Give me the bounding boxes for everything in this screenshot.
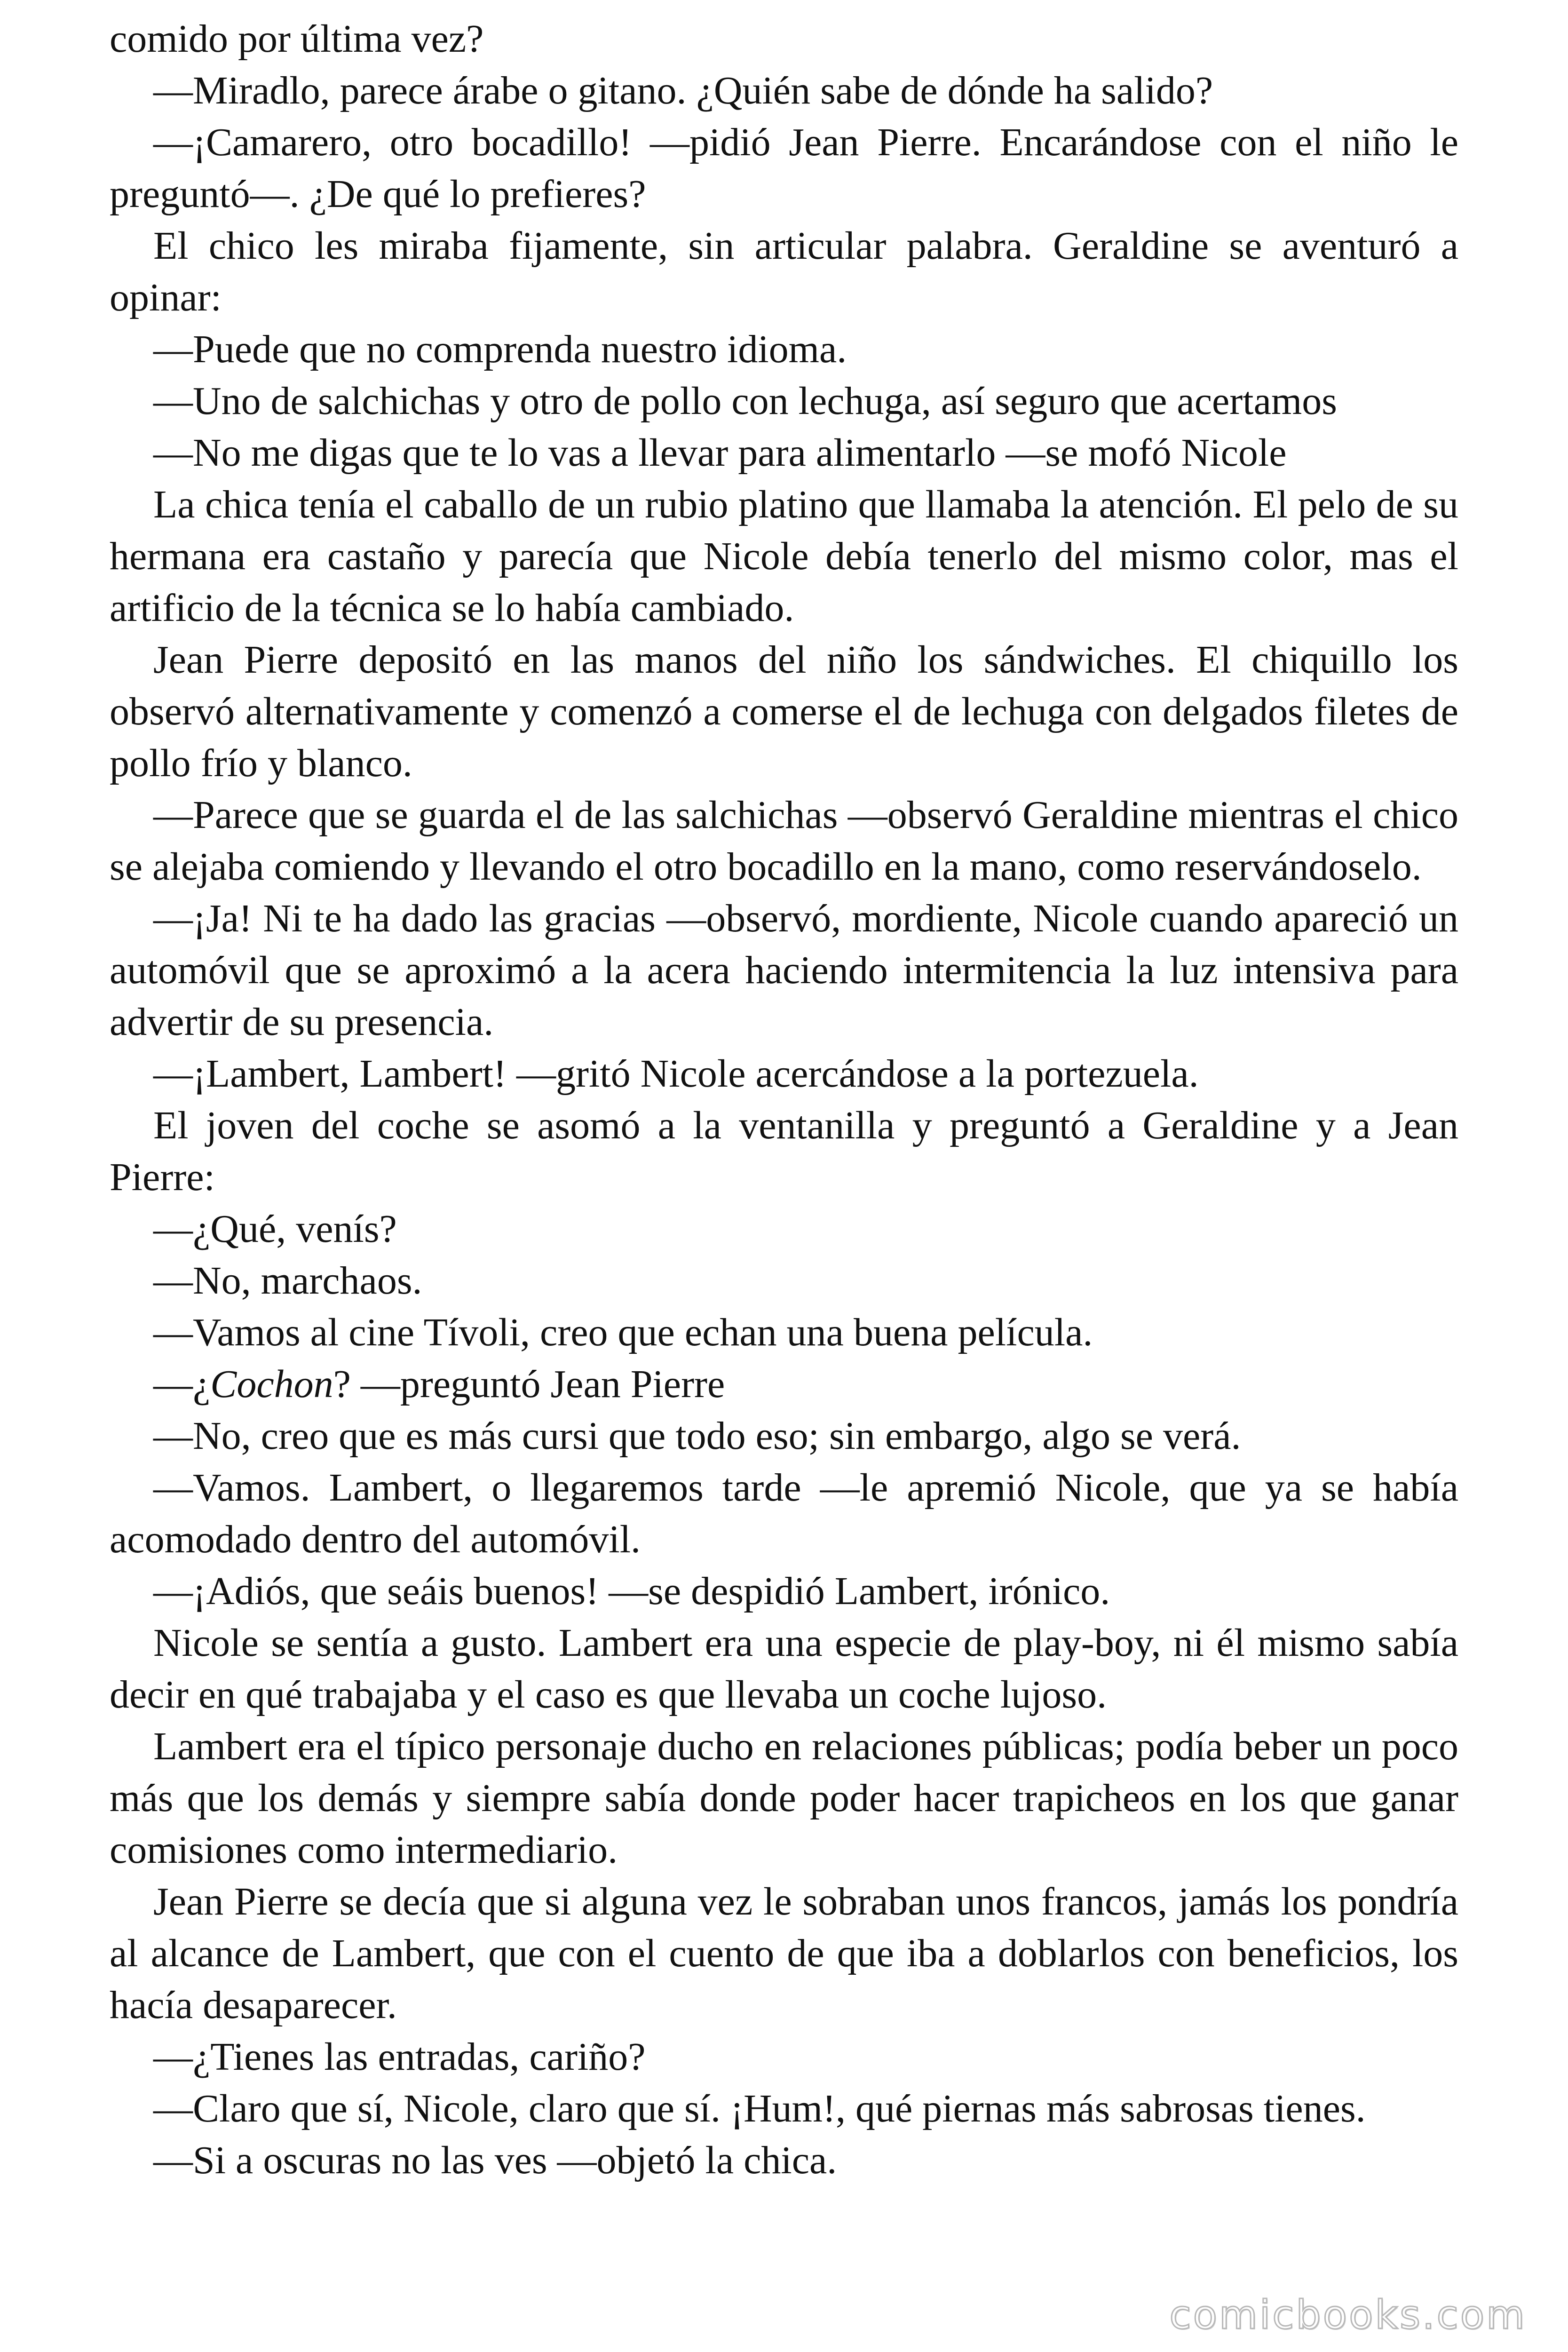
paragraph: —¡Ja! Ni te ha dado las gracias —observó, mordiente, Nicole cuando apareció un automóvil que se aproximó a la acera haciendo intermitencia la luz intensiva para advertir de su presencia. xyxy=(110,897,1458,1044)
paragraph: —¡Lambert, Lambert! —gritó Nicole acercándose a la portezuela. xyxy=(153,1052,1199,1096)
paragraph: —¿Tienes las entradas, cariño? xyxy=(153,2035,646,2079)
paragraph: —Miradlo, parece árabe o gitano. ¿Quién sabe de dónde ha salido? xyxy=(153,69,1213,112)
paragraph: El chico les miraba fijamente, sin articular palabra. Geraldine se aventuró a opinar: xyxy=(110,224,1458,319)
paragraph: —No, creo que es más cursi que todo eso; sin embargo, algo se verá. xyxy=(153,1414,1241,1458)
paragraph: Lambert era el típico personaje ducho en relaciones públicas; podía beber un poco más que los demás y siempre sabía donde poder hacer trapicheos en los que ganar comisiones como intermediario. xyxy=(110,1724,1458,1872)
paragraph: —Parece que se guarda el de las salchichas —observó Geraldine mientras el chico se alejaba comiendo y llevando el otro bocadillo en la mano, como reservándoselo. xyxy=(110,793,1458,889)
text-span: ? —preguntó Jean Pierre xyxy=(333,1362,725,1406)
paragraph: Jean Pierre se decía que si alguna vez le sobraban unos francos, jamás los pondría al alcance de Lambert, que con el cuento de que iba a doblarlos con beneficios, los hacía desaparecer. xyxy=(110,1880,1458,2027)
paragraph: comido por última vez? xyxy=(110,17,484,61)
paragraph: —Puede que no comprenda nuestro idioma. xyxy=(153,327,847,371)
paragraph: —Si a oscuras no las ves —objetó la chica. xyxy=(153,2138,837,2182)
paragraph: —Uno de salchichas y otro de pollo con lechuga, así seguro que acertamos xyxy=(153,379,1337,423)
paragraph: La chica tenía el caballo de un rubio platino que llamaba la atención. El pelo de su hermana era castaño y parecía que Nicole debía tenerlo del mismo color, mas el artificio de la técnica se lo había cambiado. xyxy=(110,483,1458,630)
paragraph: —Claro que sí, Nicole, claro que sí. ¡Hum!, qué piernas más sabrosas tienes. xyxy=(153,2087,1366,2130)
paragraph: —¿Qué, venís? xyxy=(153,1207,397,1251)
paragraph: —¡Adiós, que seáis buenos! —se despidió Lambert, irónico. xyxy=(153,1569,1110,1613)
paragraph: —No, marchaos. xyxy=(153,1259,422,1303)
paragraph: —No me digas que te lo vas a llevar para alimentarlo —se mofó Nicole xyxy=(153,431,1287,475)
paragraph: —¡Camarero, otro bocadillo! —pidió Jean Pierre. Encarándose con el niño le preguntó—. ¿De qué lo prefieres? xyxy=(110,120,1458,216)
book-page xyxy=(110,13,1458,2186)
paragraph: —Vamos al cine Tívoli, creo que echan una buena película. xyxy=(153,1311,1093,1354)
paragraph-cochon xyxy=(110,1359,1458,1410)
paragraph: Jean Pierre depositó en las manos del niño los sándwiches. El chiquillo los observó alternativamente y comenzó a comerse el de lechuga con delgados filetes de pollo frío y blanco. xyxy=(110,638,1458,785)
paragraph: El joven del coche se asomó a la ventanilla y preguntó a Geraldine y a Jean Pierre: xyxy=(110,1104,1458,1199)
paragraph: Nicole se sentía a gusto. Lambert era una especie de play-boy, ni él mismo sabía decir en qué trabajaba y el caso es que llevaba un coche lujoso. xyxy=(110,1621,1458,1716)
text-span: —¿ xyxy=(153,1362,211,1406)
watermark: comicbooks.com xyxy=(1169,2292,1527,2338)
paragraph: —Vamos. Lambert, o llegaremos tarde —le apremió Nicole, que ya se había acomodado dentro del automóvil. xyxy=(110,1466,1458,1561)
italic-word: Cochon xyxy=(210,1362,333,1406)
